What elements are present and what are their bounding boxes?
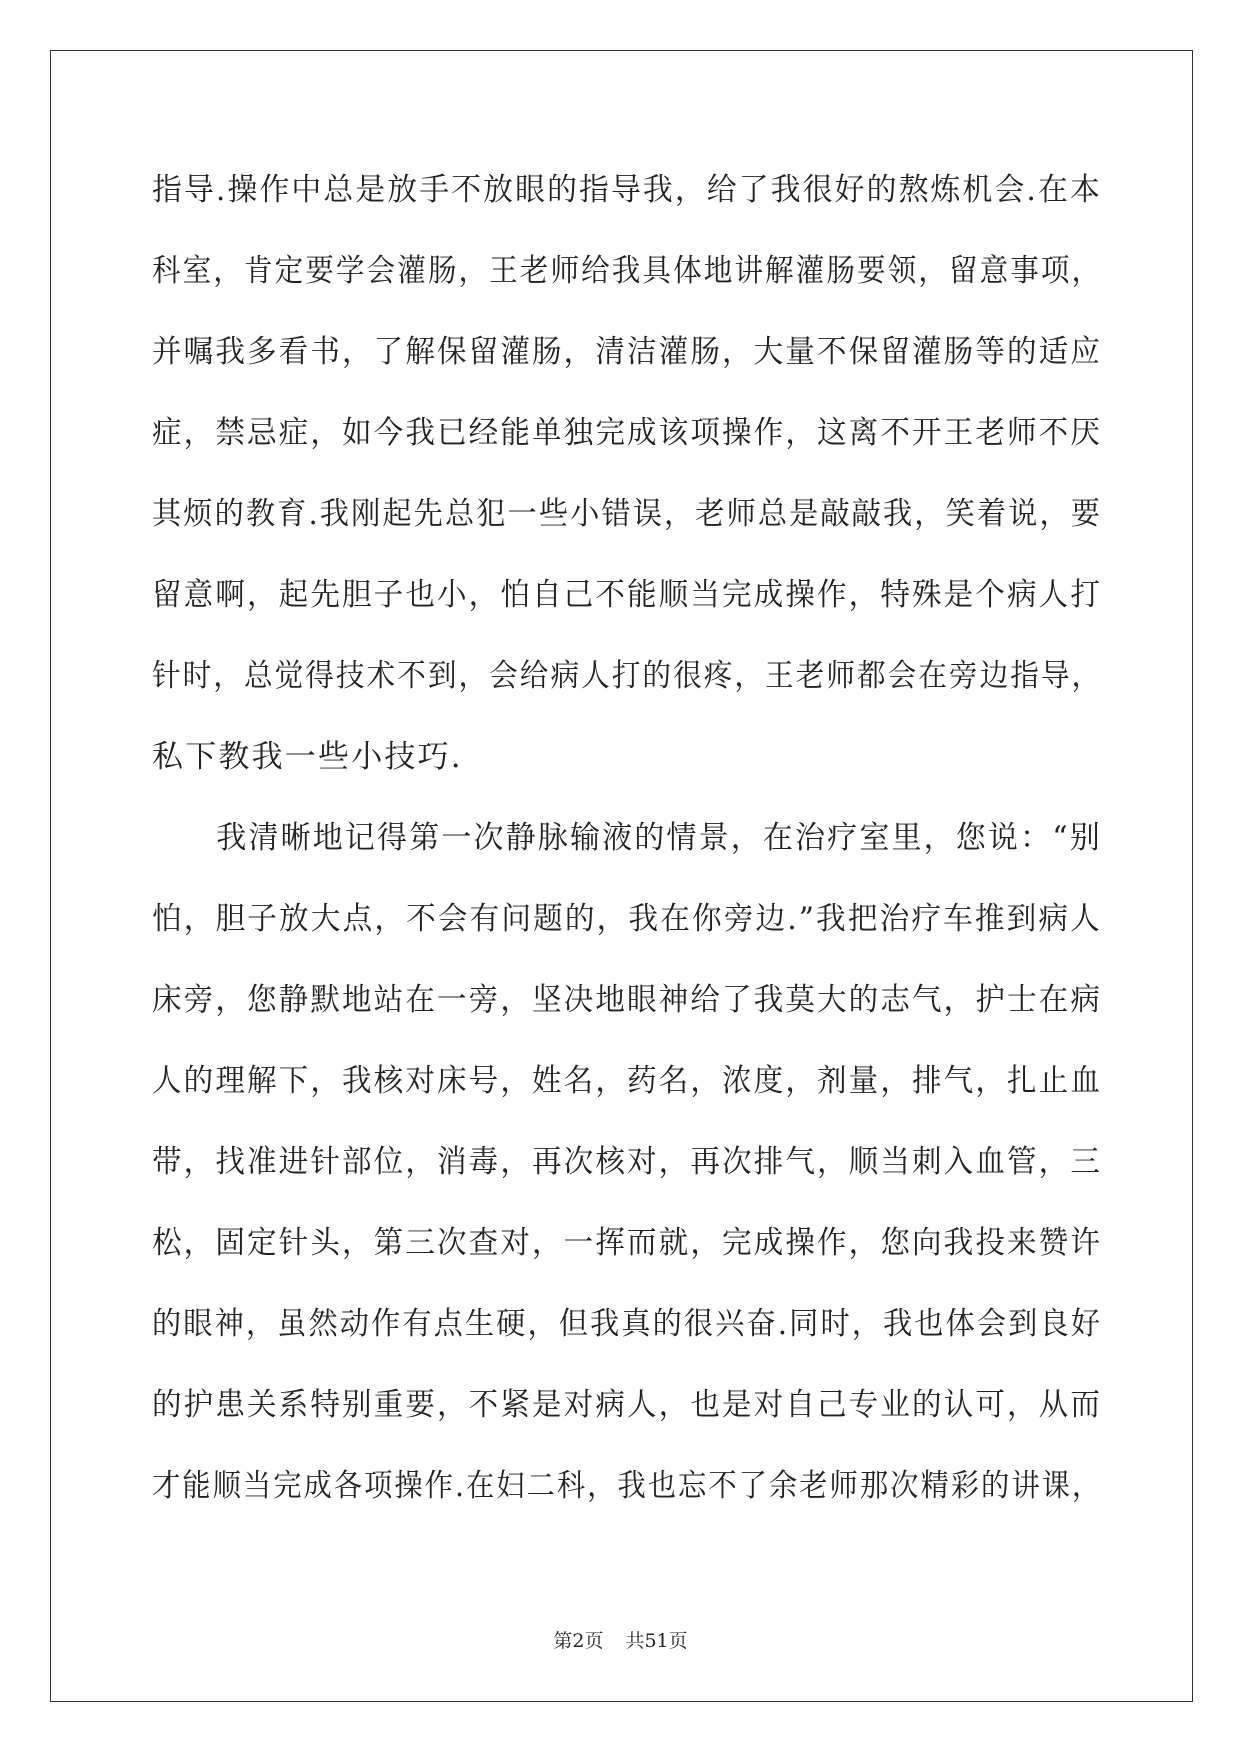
text-line: 我清晰地记得第一次静脉输液的情景，在治疗室里，您说：“别 [152, 820, 1102, 856]
text-line: 私下教我一些小技巧. [152, 739, 463, 775]
page-total: 共51页 [625, 1630, 688, 1652]
text-line: 指导.操作中总是放手不放眼的指导我，给了我很好的熬炼机会.在本 [152, 172, 1102, 208]
page-number: 第2页 [553, 1630, 604, 1652]
text-line: 针时，总觉得技术不到，会给病人打的很疼，王老师都会在旁边指导， [152, 658, 1103, 694]
text-line: 其烦的教育.我刚起先总犯一些小错误，老师总是敲敲我，笑着说，要 [152, 496, 1103, 532]
text-line: 松，固定针头，第三次查对，一挥而就，完成操作，您向我投来赞许 [152, 1225, 1102, 1261]
text-line: 带，找准进针部位，消毒，再次核对，再次排气，顺当刺入血管，三 [152, 1144, 1102, 1180]
text-line: 才能顺当完成各项操作.在妇二科，我也忘不了余老师那次精彩的讲课， [152, 1468, 1103, 1504]
text-line: 的眼神，虽然动作有点生硬，但我真的很兴奋.同时，我也体会到良好 [152, 1306, 1103, 1342]
body-text [152, 162, 1102, 1539]
text-line: 并嘱我多看书，了解保留灌肠，清洁灌肠，大量不保留灌肠等的适应 [152, 334, 1102, 370]
text-line: 床旁，您静默地站在一旁，坚决地眼神给了我莫大的志气，护士在病 [152, 982, 1102, 1018]
text-line: 人的理解下，我核对床号，姓名，药名，浓度，剂量，排气，扎止血 [152, 1063, 1102, 1099]
text-line: 怕，胆子放大点，不会有问题的，我在你旁边.”我把治疗车推到病人 [152, 901, 1102, 937]
text-line: 症，禁忌症，如今我已经能单独完成该项操作，这离不开王老师不厌 [152, 415, 1102, 451]
text-line: 留意啊，起先胆子也小，怕自己不能顺当完成操作，特殊是个病人打 [152, 577, 1102, 613]
text-line: 科室，肯定要学会灌肠，王老师给我具体地讲解灌肠要领，留意事项， [152, 253, 1103, 289]
page-footer [0, 1626, 1241, 1653]
text-line: 的护患关系特别重要，不紧是对病人，也是对自己专业的认可，从而 [152, 1387, 1102, 1423]
